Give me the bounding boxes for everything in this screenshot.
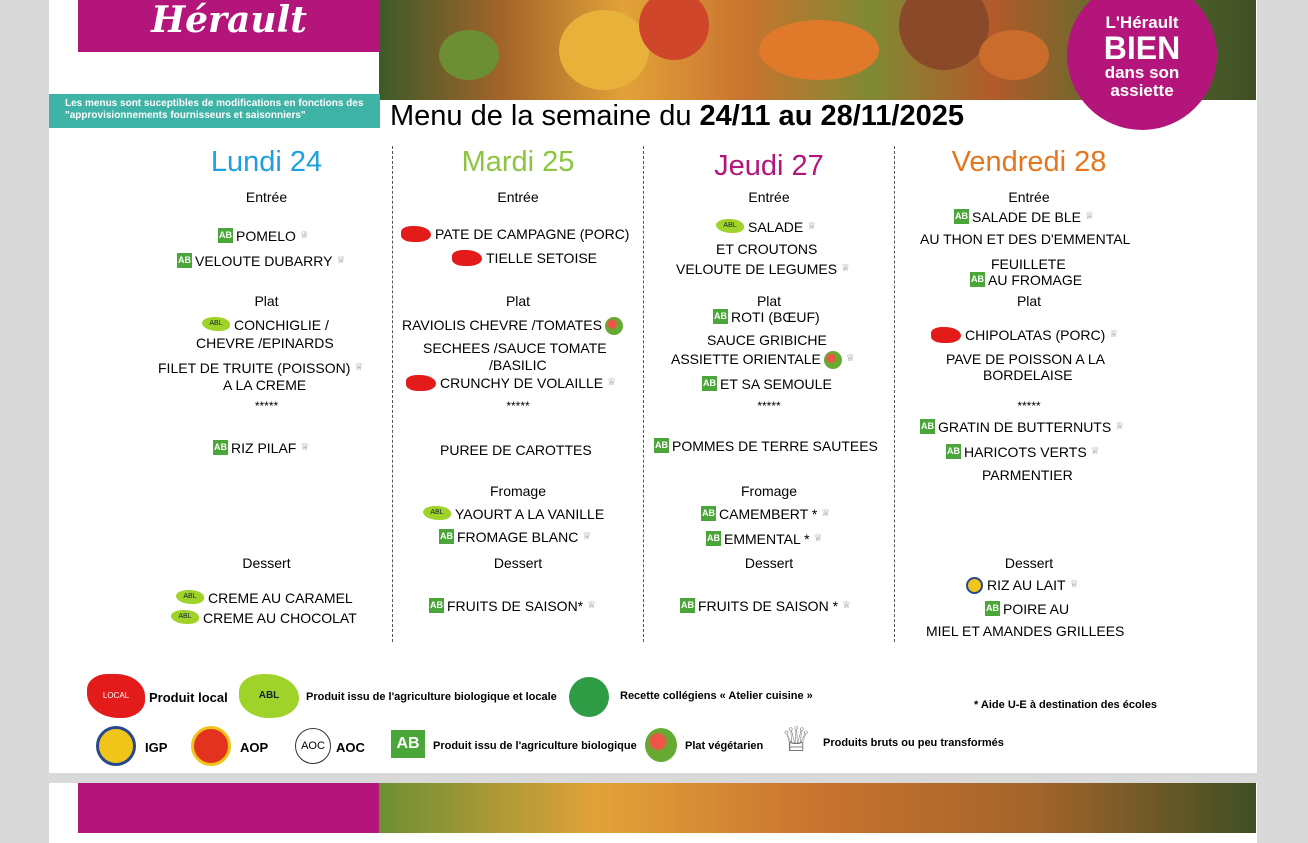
menu-item-line: PARMENTIER	[982, 467, 1073, 483]
legend-aoc: AOC	[336, 740, 365, 755]
course-label-entree: Entrée	[748, 189, 790, 205]
abl-icon: ABL	[202, 317, 230, 331]
organic-ab-icon: AB	[706, 531, 721, 546]
menu-item: CRUNCHY DE VOLAILLE ♕	[406, 375, 616, 391]
day-title: Lundi 24	[210, 146, 323, 178]
bien-dans-son-assiette-badge	[1067, 0, 1217, 130]
legend-local: Produit local	[149, 690, 228, 705]
menu-item: RIZ AU LAIT ♕	[966, 577, 1079, 594]
organic-ab-icon: AB	[713, 309, 728, 324]
chef-hat-icon: ♕	[300, 442, 310, 453]
abl-icon: ABL	[171, 610, 199, 624]
menu-item-line: A LA CREME	[223, 377, 307, 393]
abl-icon: ABL	[423, 506, 451, 520]
day-title: Vendredi 28	[951, 146, 1107, 178]
organic-ab-icon: AB	[970, 272, 985, 287]
organic-ab-icon: AB	[213, 440, 228, 455]
menu-item: AB POMMES DE TERRE SAUTEES	[655, 438, 878, 454]
badge-line-3: dans son	[1104, 63, 1180, 82]
menu-item: AB FRUITS DE SAISON * ♕	[681, 598, 851, 614]
chef-hat-icon: ♕	[354, 362, 364, 373]
menu-item: AB FROMAGE BLANC ♕	[440, 529, 592, 545]
menu-page	[49, 0, 1257, 773]
legend-igp: IGP	[145, 740, 168, 755]
course-label-dessert: Dessert	[744, 555, 794, 571]
chef-hat-icon: ♕	[841, 263, 851, 274]
menu-item: AB POIRE AU	[986, 601, 1070, 617]
menu-item-line: /BASILIC	[489, 357, 547, 373]
organic-ab-icon: AB	[954, 209, 969, 224]
day-title: Jeudi 27	[714, 150, 824, 182]
course-label-plat: Plat	[254, 293, 279, 309]
course-label-plat: Plat	[505, 293, 531, 309]
menu-item: AB POMELO ♕	[219, 228, 309, 244]
course-label-dessert: Dessert	[242, 555, 291, 571]
menu-item: CHIPOLATAS (PORC) ♕	[931, 327, 1118, 343]
menu-item: AB ET SA SEMOULE	[703, 376, 832, 392]
chef-hat-icon: ♕	[807, 221, 817, 232]
badge-line-4: assiette	[1110, 81, 1174, 100]
chef-hat-icon: ♕	[842, 600, 851, 611]
legend-produits-bruts: Produits bruts ou peu transformés	[823, 737, 1004, 749]
menu-item: AB AU FROMAGE	[971, 272, 1083, 288]
day-column-mardi	[393, 146, 643, 642]
menu-item-line: FEUILLETE	[991, 256, 1066, 272]
course-separator: *****	[757, 399, 781, 413]
organic-ab-icon: AB	[680, 598, 695, 613]
chef-hat-icon: ♕	[821, 508, 831, 519]
menu-item: AB SALADE DE BLE ♕	[955, 209, 1094, 225]
vegetarian-icon	[824, 351, 842, 369]
menu-item: PUREE DE CAROTTES	[440, 442, 592, 458]
local-product-icon	[406, 375, 436, 391]
organic-ab-icon: AB	[429, 598, 444, 613]
legend-atelier: Recette collégiens « Atelier cuisine »	[620, 690, 813, 702]
organic-ab-icon: AB	[985, 601, 1000, 616]
organic-ab-icon: AB	[177, 253, 192, 268]
menu-item: AB RIZ PILAF ♕	[214, 440, 310, 456]
chef-hat-icon: ♕	[582, 531, 592, 542]
abl-icon: ABL	[176, 590, 204, 604]
badge-line-2: BIEN	[1103, 30, 1181, 66]
chef-hat-icon: ♕	[1084, 211, 1094, 222]
menu-item-line: CHEVRE /EPINARDS	[196, 335, 334, 351]
menu-item: RAVIOLIS CHEVRE /TOMATES	[402, 317, 623, 335]
igp-icon	[96, 726, 136, 766]
menu-item: AB EMMENTAL * ♕	[707, 531, 823, 547]
legend-aop: AOP	[240, 740, 269, 755]
menu-item: PATE DE CAMPAGNE (PORC)	[401, 226, 629, 242]
igp-label-icon	[966, 577, 983, 594]
menu-item: ABL SALADE ♕	[716, 219, 816, 235]
organic-ab-icon: AB	[391, 730, 425, 758]
course-label-fromage: Fromage	[489, 483, 547, 499]
chef-hat-icon: ♕	[1115, 421, 1125, 432]
atelier-cuisine-icon	[569, 677, 609, 717]
notice-banner: Les menus sont suceptibles de modifications en fonctions des "approvisionnements fournisseurs et saisonniers"	[49, 94, 380, 128]
menu-item-line: SAUCE GRIBICHE	[707, 332, 827, 348]
title-dates: 24/11 au 28/11/2025	[699, 100, 965, 132]
page-title	[390, 100, 964, 133]
menu-item: VELOUTE DE LEGUMES ♕	[676, 261, 851, 277]
menu-item: ABL CREME AU CHOCOLAT	[171, 610, 357, 626]
organic-ab-icon: AB	[920, 419, 935, 434]
menu-item-line: AU THON ET DES D'EMMENTAL	[920, 231, 1131, 247]
day-column-lundi	[139, 146, 394, 642]
course-separator: *****	[506, 399, 530, 413]
abl-icon: ABL	[716, 219, 744, 233]
organic-ab-icon: AB	[439, 529, 454, 544]
organic-ab-icon: AB	[702, 376, 717, 391]
aop-icon	[191, 726, 231, 766]
chef-hat-icon: ♕	[781, 721, 812, 759]
course-label-entree: Entrée	[245, 189, 288, 205]
menu-item-line: MIEL ET AMANDES GRILLEES	[926, 623, 1125, 639]
chef-hat-icon: ♕	[813, 533, 823, 544]
course-separator: *****	[1017, 399, 1041, 413]
menu-item: TIELLE SETOISE	[452, 250, 597, 266]
menu-item: FILET DE TRUITE (POISSON) ♕	[158, 360, 364, 376]
chef-hat-icon: ♕	[607, 377, 617, 388]
title-prefix: Menu de la semaine du	[390, 100, 700, 132]
local-product-icon	[401, 226, 431, 242]
menu-item: AB HARICOTS VERTS ♕	[947, 444, 1100, 460]
menu-item: ABL YAOURT A LA VANILLE	[423, 506, 604, 522]
aoc-icon: AOC	[295, 728, 331, 764]
badge-line-1: L'Hérault	[1105, 13, 1179, 32]
course-label-entree: Entrée	[1008, 189, 1050, 205]
course-label-fromage: Fromage	[740, 483, 798, 499]
chef-hat-icon: ♕	[299, 230, 309, 241]
herault-logo: Hérault	[78, 0, 380, 52]
legend-aide-ue: * Aide U-E à destination des écoles	[974, 699, 1157, 711]
day-title: Mardi 25	[461, 146, 575, 178]
course-label-dessert: Dessert	[1004, 555, 1054, 571]
course-label-plat: Plat	[756, 293, 782, 309]
menu-item: ABL CREME AU CARAMEL	[176, 590, 353, 606]
local-product-icon	[931, 327, 961, 343]
menu-item: AB FRUITS DE SAISON* ♕	[430, 598, 597, 614]
vegetarian-icon	[645, 728, 677, 762]
vegetarian-icon	[605, 317, 623, 335]
organic-ab-icon: AB	[654, 438, 669, 453]
course-label-dessert: Dessert	[493, 555, 543, 571]
course-label-entree: Entrée	[497, 189, 539, 205]
chef-hat-icon: ♕	[587, 600, 597, 611]
next-page-preview	[49, 783, 1257, 843]
chef-hat-icon: ♕	[336, 255, 346, 266]
chef-hat-icon: ♕	[1069, 579, 1079, 590]
local-product-icon	[452, 250, 482, 266]
menu-item-line: BORDELAISE	[983, 367, 1073, 383]
course-separator: *****	[254, 399, 279, 413]
menu-item-line: ET CROUTONS	[716, 241, 818, 257]
menu-item: AB ROTI (BŒUF)	[714, 309, 820, 325]
menu-item: AB GRATIN DE BUTTERNUTS ♕	[921, 419, 1125, 435]
chef-hat-icon: ♕	[845, 353, 855, 364]
chef-hat-icon: ♕	[1090, 446, 1100, 457]
menu-item-line: PAVE DE POISSON A LA	[946, 351, 1105, 367]
organic-ab-icon: AB	[218, 228, 233, 243]
abl-icon: ABL	[239, 674, 299, 718]
local-product-icon: LOCAL	[87, 674, 145, 718]
organic-ab-icon: AB	[946, 444, 961, 459]
menu-item: AB VELOUTE DUBARRY ♕	[178, 253, 346, 269]
chef-hat-icon: ♕	[1109, 329, 1119, 340]
menu-item: ABL CONCHIGLIE /	[202, 317, 329, 333]
menu-item: ASSIETTE ORIENTALE ♕	[671, 351, 855, 367]
organic-ab-icon: AB	[701, 506, 716, 521]
day-column-vendredi	[895, 146, 1163, 642]
menu-item-line: SECHEES /SAUCE TOMATE	[423, 340, 607, 356]
legend-abl: Produit issu de l'agriculture biologique et locale	[306, 691, 557, 703]
menu-item: AB CAMEMBERT * ♕	[702, 506, 831, 522]
day-column-jeudi	[644, 146, 894, 642]
legend-vegetarien: Plat végétarien	[685, 740, 764, 752]
course-label-plat: Plat	[1016, 293, 1042, 309]
legend-ab: Produit issu de l'agriculture biologique	[433, 740, 637, 752]
